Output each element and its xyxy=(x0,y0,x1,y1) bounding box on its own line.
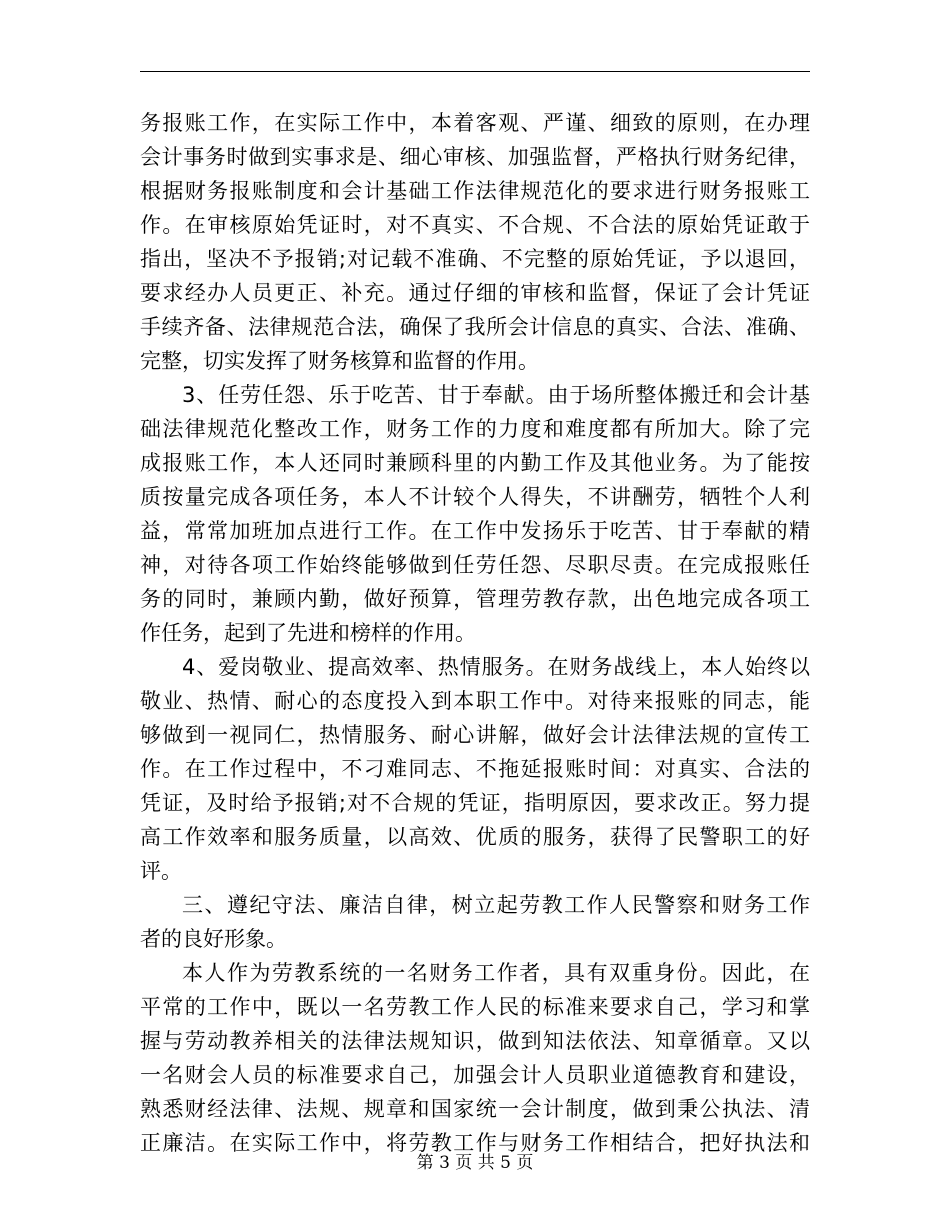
text-line: 平常的工作中，既以一名劳教工作人民的标准来要求自己，学习和掌 xyxy=(140,995,810,1019)
text-line: 够做到一视同仁，热情服务、耐心讲解，做好会计法律法规的宣传工 xyxy=(140,723,810,747)
text-line: 本人作为劳教系统的一名财务工作者，具有双重身份。因此，在 xyxy=(182,961,810,985)
text-line: 凭证，及时给予报销;对不合规的凭证，指明原因，要求改正。努力提 xyxy=(140,791,810,815)
header-rule xyxy=(140,71,810,72)
text-line: 指出，坚决不予报销;对记载不准确、不完整的原始凭证，予以退回， xyxy=(140,247,810,271)
text-line: 益，常常加班加点进行工作。在工作中发扬乐于吃苦、甘于奉献的精 xyxy=(140,519,810,543)
text-line: 完整，切实发挥了财务核算和监督的作用。 xyxy=(140,349,539,373)
text-line: 握与劳动教养相关的法律法规知识，做到知法依法、知章循章。又以 xyxy=(140,1029,810,1053)
text-line: 3、任劳任怨、乐于吃苦、甘于奉献。由于场所整体搬迁和会计基 xyxy=(182,383,810,407)
text-line: 会计事务时做到实事求是、细心审核、加强监督，严格执行财务纪律， xyxy=(140,145,810,169)
text-line: 三、遵纪守法、廉洁自律，树立起劳教工作人民警察和财务工作 xyxy=(182,893,810,917)
text-line: 敬业、热情、耐心的态度投入到本职工作中。对待来报账的同志，能 xyxy=(140,689,810,713)
text-line: 务的同时，兼顾内勤，做好预算，管理劳教存款，出色地完成各项工 xyxy=(140,587,810,611)
text-line: 础法律规范化整改工作，财务工作的力度和难度都有所加大。除了完 xyxy=(140,417,810,441)
text-line: 4、爱岗敬业、提高效率、热情服务。在财务战线上，本人始终以 xyxy=(182,655,810,679)
text-line: 熟悉财经法律、法规、规章和国家统一会计制度，做到秉公执法、清 xyxy=(140,1097,810,1121)
text-line: 根据财务报账制度和会计基础工作法律规范化的要求进行财务报账工 xyxy=(140,179,810,203)
text-line: 手续齐备、法律规范合法，确保了我所会计信息的真实、合法、准确、 xyxy=(140,315,810,339)
text-line: 作。在工作过程中，不刁难同志、不拖延报账时间：对真实、合法的 xyxy=(140,757,810,781)
text-line: 务报账工作，在实际工作中，本着客观、严谨、细致的原则，在办理 xyxy=(140,111,810,135)
text-line: 者的良好形象。 xyxy=(140,927,287,951)
text-line: 要求经办人员更正、补充。通过仔细的审核和监督，保证了会计凭证 xyxy=(140,281,810,305)
body-text xyxy=(140,106,810,1160)
text-line: 正廉洁。在实际工作中，将劳教工作与财务工作相结合，把好执法和 xyxy=(140,1131,810,1155)
page-number: 第 3 页 共 5 页 xyxy=(416,1153,534,1173)
text-line: 作。在审核原始凭证时，对不真实、不合规、不合法的原始凭证敢于 xyxy=(140,213,810,237)
text-line: 作任务，起到了先进和榜样的作用。 xyxy=(140,621,476,645)
text-line: 成报账工作，本人还同时兼顾科里的内勤工作及其他业务。为了能按 xyxy=(140,451,810,475)
text-line: 高工作效率和服务质量，以高效、优质的服务，获得了民警职工的好 xyxy=(140,825,810,849)
text-line: 评。 xyxy=(140,859,182,883)
text-line: 一名财会人员的标准要求自己，加强会计人员职业道德教育和建设， xyxy=(140,1063,810,1087)
text-line: 神，对待各项工作始终能够做到任劳任怨、尽职尽责。在完成报账任 xyxy=(140,553,810,577)
text-line: 质按量完成各项任务，本人不计较个人得失，不讲酬劳，牺牲个人利 xyxy=(140,485,810,509)
